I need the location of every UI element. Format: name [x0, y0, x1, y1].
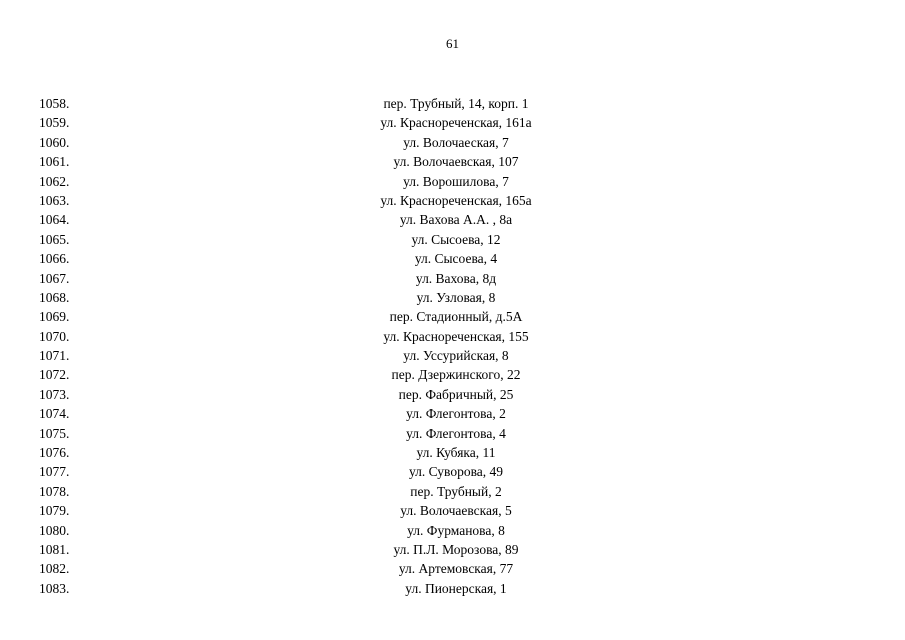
- item-address: пер. Трубный, 2: [410, 483, 502, 499]
- item-number: 1075.: [39, 425, 70, 441]
- list-item: [0, 404, 905, 423]
- list-item: [0, 307, 905, 326]
- item-address: пер. Трубный, 14, корп. 1: [383, 96, 529, 111]
- item-address: ул. Кубяка, 11: [416, 445, 496, 461]
- list-item: [0, 113, 905, 132]
- item-number: 1083.: [39, 580, 70, 596]
- list-item: [0, 288, 905, 307]
- address-list: [0, 94, 905, 598]
- page-number: 61: [446, 36, 459, 51]
- item-address: ул. Суворова, 49: [408, 464, 504, 480]
- item-address: ул. Сысоева, 4: [414, 251, 498, 267]
- list-item: [0, 482, 905, 501]
- list-item: [0, 579, 905, 598]
- item-number: 1077.: [39, 464, 70, 480]
- list-item: [0, 210, 905, 229]
- item-address: ул. Волочаевская, 5: [400, 503, 512, 519]
- item-number: 1059.: [39, 115, 70, 131]
- list-item: [0, 365, 905, 384]
- list-item: [0, 327, 905, 346]
- item-number: 1065.: [39, 231, 70, 247]
- item-address: ул. Волочаевская, 107: [393, 154, 519, 170]
- list-item: [0, 462, 905, 481]
- item-number: 1071.: [39, 348, 70, 364]
- list-item: [0, 521, 905, 540]
- item-address: пер. Фабричный, 25: [398, 386, 514, 402]
- item-number: 1067.: [39, 270, 70, 286]
- item-address: ул. Узловая, 8: [416, 289, 496, 305]
- list-item: [0, 346, 905, 365]
- item-number: 1074.: [39, 406, 70, 422]
- list-item: [0, 249, 905, 268]
- item-address: ул. Пионерская, 1: [405, 580, 507, 596]
- item-address: ул. Уссурийская, 8: [403, 348, 509, 364]
- item-number: 1066.: [39, 251, 70, 267]
- list-item: [0, 94, 905, 113]
- list-item: [0, 385, 905, 404]
- item-number: 1078.: [39, 483, 70, 499]
- item-address: пер. Стадионный, д.5А: [389, 309, 523, 325]
- item-number: 1062.: [39, 173, 70, 189]
- item-number: 1073.: [39, 386, 70, 402]
- item-address: ул. Фурманова, 8: [407, 522, 505, 538]
- item-address: ул. Краснореченская, 155: [383, 328, 529, 344]
- item-number: 1061.: [39, 154, 70, 170]
- item-number: 1064.: [39, 212, 70, 228]
- list-item: [0, 152, 905, 171]
- item-address: ул. П.Л. Морозова, 89: [393, 541, 519, 557]
- item-address: ул. Вахова, 8д: [415, 270, 497, 286]
- item-address: ул. Артемовская, 77: [398, 561, 514, 577]
- list-item: [0, 191, 905, 210]
- list-item: [0, 501, 905, 520]
- item-number: 1082.: [39, 561, 70, 577]
- item-address: ул. Краснореченская, 165а: [380, 192, 532, 208]
- item-number: 1063.: [39, 192, 70, 208]
- item-number: 1069.: [39, 309, 70, 325]
- item-number: 1079.: [39, 503, 70, 519]
- list-item: [0, 559, 905, 578]
- list-item: [0, 133, 905, 152]
- item-number: 1058.: [39, 96, 70, 111]
- list-item: [0, 443, 905, 462]
- item-number: 1081.: [39, 541, 70, 557]
- item-address: ул. Волочаеская, 7: [403, 134, 509, 150]
- item-address: ул. Вахова А.А. , 8а: [399, 212, 513, 228]
- list-item: [0, 424, 905, 443]
- item-address: ул. Сысоева, 12: [411, 231, 501, 247]
- item-number: 1076.: [39, 445, 70, 461]
- item-address: ул. Флегонтова, 4: [406, 425, 506, 441]
- item-number: 1068.: [39, 289, 70, 305]
- item-address: ул. Флегонтова, 2: [406, 406, 506, 422]
- list-item: [0, 269, 905, 288]
- item-number: 1060.: [39, 134, 70, 150]
- item-number: 1072.: [39, 367, 70, 383]
- list-item: [0, 230, 905, 249]
- item-number: 1070.: [39, 328, 70, 344]
- list-item: [0, 172, 905, 191]
- item-address: ул. Краснореченская, 161а: [380, 115, 532, 131]
- item-address: ул. Ворошилова, 7: [403, 173, 509, 189]
- item-number: 1080.: [39, 522, 70, 538]
- list-item: [0, 540, 905, 559]
- item-address: пер. Дзержинского, 22: [391, 367, 521, 383]
